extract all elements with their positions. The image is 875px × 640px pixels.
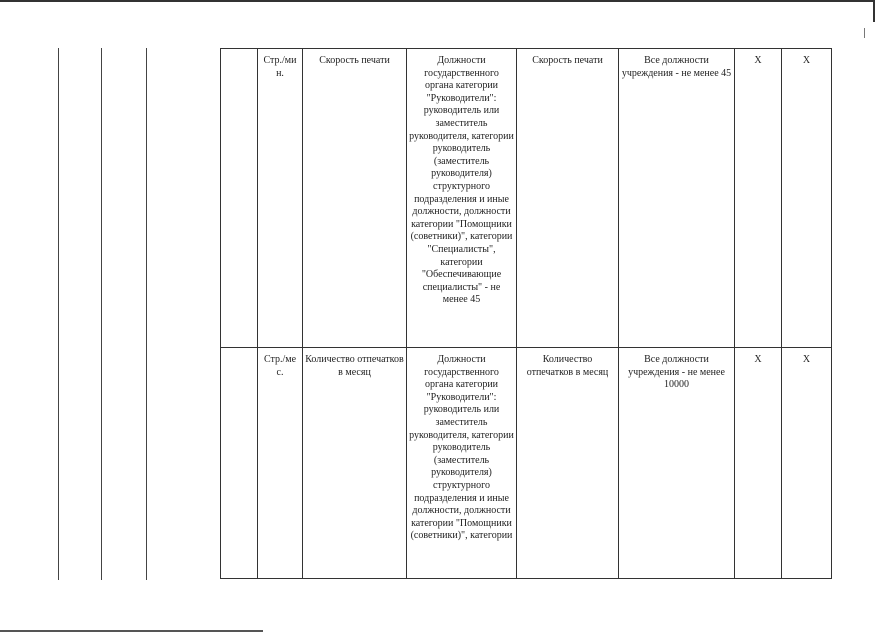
mark-cell: Х xyxy=(735,348,782,579)
requirements-table xyxy=(220,48,832,579)
margin-line xyxy=(101,48,102,580)
unit-cell: Стр./ми н. xyxy=(258,49,303,348)
bottom-scan-line xyxy=(0,630,263,632)
edge-mark xyxy=(864,28,865,38)
empty-cell xyxy=(221,348,258,579)
mark-cell: Х xyxy=(782,49,832,348)
empty-cell xyxy=(221,49,258,348)
unit-cell: Стр./ме с. xyxy=(258,348,303,579)
characteristic-cell: Скорость печати xyxy=(517,49,619,348)
table-row xyxy=(221,49,832,348)
name-cell: Количество отпечатков в месяц xyxy=(303,348,407,579)
margin-line xyxy=(58,48,59,580)
value-cell: Все должности учреждения - не менее 10000 xyxy=(619,348,735,579)
positions-cell: Должности государственного органа категории "Руководители": руководитель или заместитель руководителя, категории руководитель (заместитель руководителя) структурного подразделения и иные должности, должности категории "Помощники (советники)", категории xyxy=(407,348,517,579)
mark-cell: Х xyxy=(735,49,782,348)
characteristic-cell: Количество отпечатков в месяц xyxy=(517,348,619,579)
name-cell: Скорость печати xyxy=(303,49,407,348)
mark-cell: Х xyxy=(782,348,832,579)
margin-line xyxy=(146,48,147,580)
table-row xyxy=(221,348,832,579)
value-cell: Все должности учреждения - не менее 45 xyxy=(619,49,735,348)
top-scan-border xyxy=(0,0,875,2)
positions-cell: Должности государственного органа категории "Руководители": руководитель или заместитель руководителя, категории руководитель (заместитель руководителя) структурного подразделения и иные должности, должности категории "Помощники (советники)", категории "Специалисты", категории "Обеспечивающие специалисты" - не менее 45 xyxy=(407,49,517,348)
